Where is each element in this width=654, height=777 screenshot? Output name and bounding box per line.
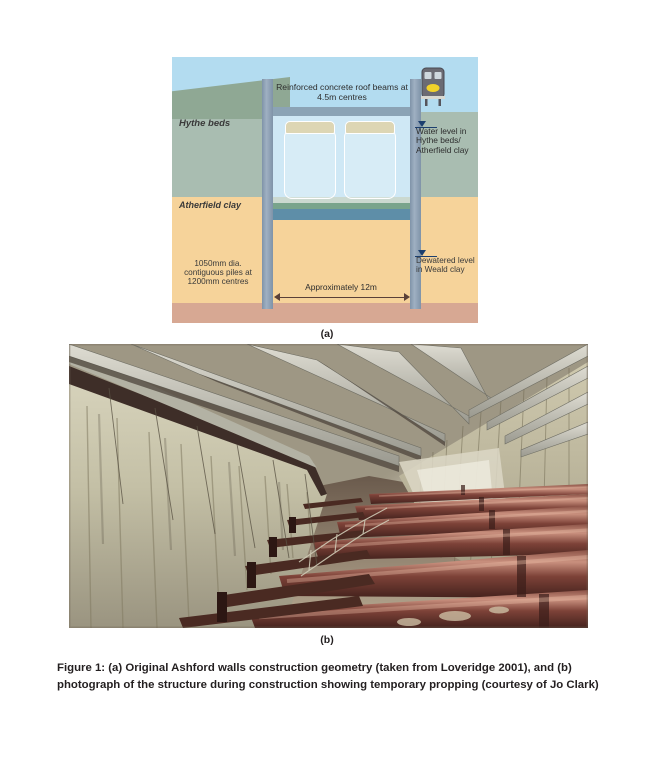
figure-caption: Figure 1: (a) Original Ashford walls construction geometry (taken from Loveridge 2001), and (b) photograph of the structure during construction showing temporary propping (courtesy of Jo Clark) [57,662,599,691]
label-water-level: Water level in Hythe beds/ Atherfield clay [416,126,469,155]
label-atherfield-clay: Atherfield clay [179,200,242,210]
roof-beam-slab [268,107,414,116]
sub-caption-a: (a) [320,328,334,340]
sub-caption-b: (b) [320,634,334,646]
track-envelope-right [344,129,396,199]
track-envelope-left [284,129,336,199]
train-icon [418,62,448,110]
track-envelope-cap-right [345,121,395,134]
track-envelope-cap-left [285,121,335,134]
weald-clay-layer [172,303,478,323]
figure-b-photograph [69,344,588,628]
label-hythe-beds: Hythe beds [179,118,231,129]
span-dimension-line [278,297,406,298]
base-slab [268,209,414,220]
label-roof-beams: Reinforced concrete roof beams at 4.5m centres [276,82,408,102]
span-arrow-left [274,293,280,301]
construction-photo [69,344,588,628]
label-contiguous-piles: 1050mm dia. contiguous piles at 1200mm centres [184,259,252,287]
label-span: Approximately 12m [305,282,377,292]
span-arrow-right [404,293,410,301]
figure-a-diagram [172,57,478,323]
pile-toe-left [262,257,273,309]
label-dewatered-level: Dewatered level in Weald clay [416,256,475,275]
